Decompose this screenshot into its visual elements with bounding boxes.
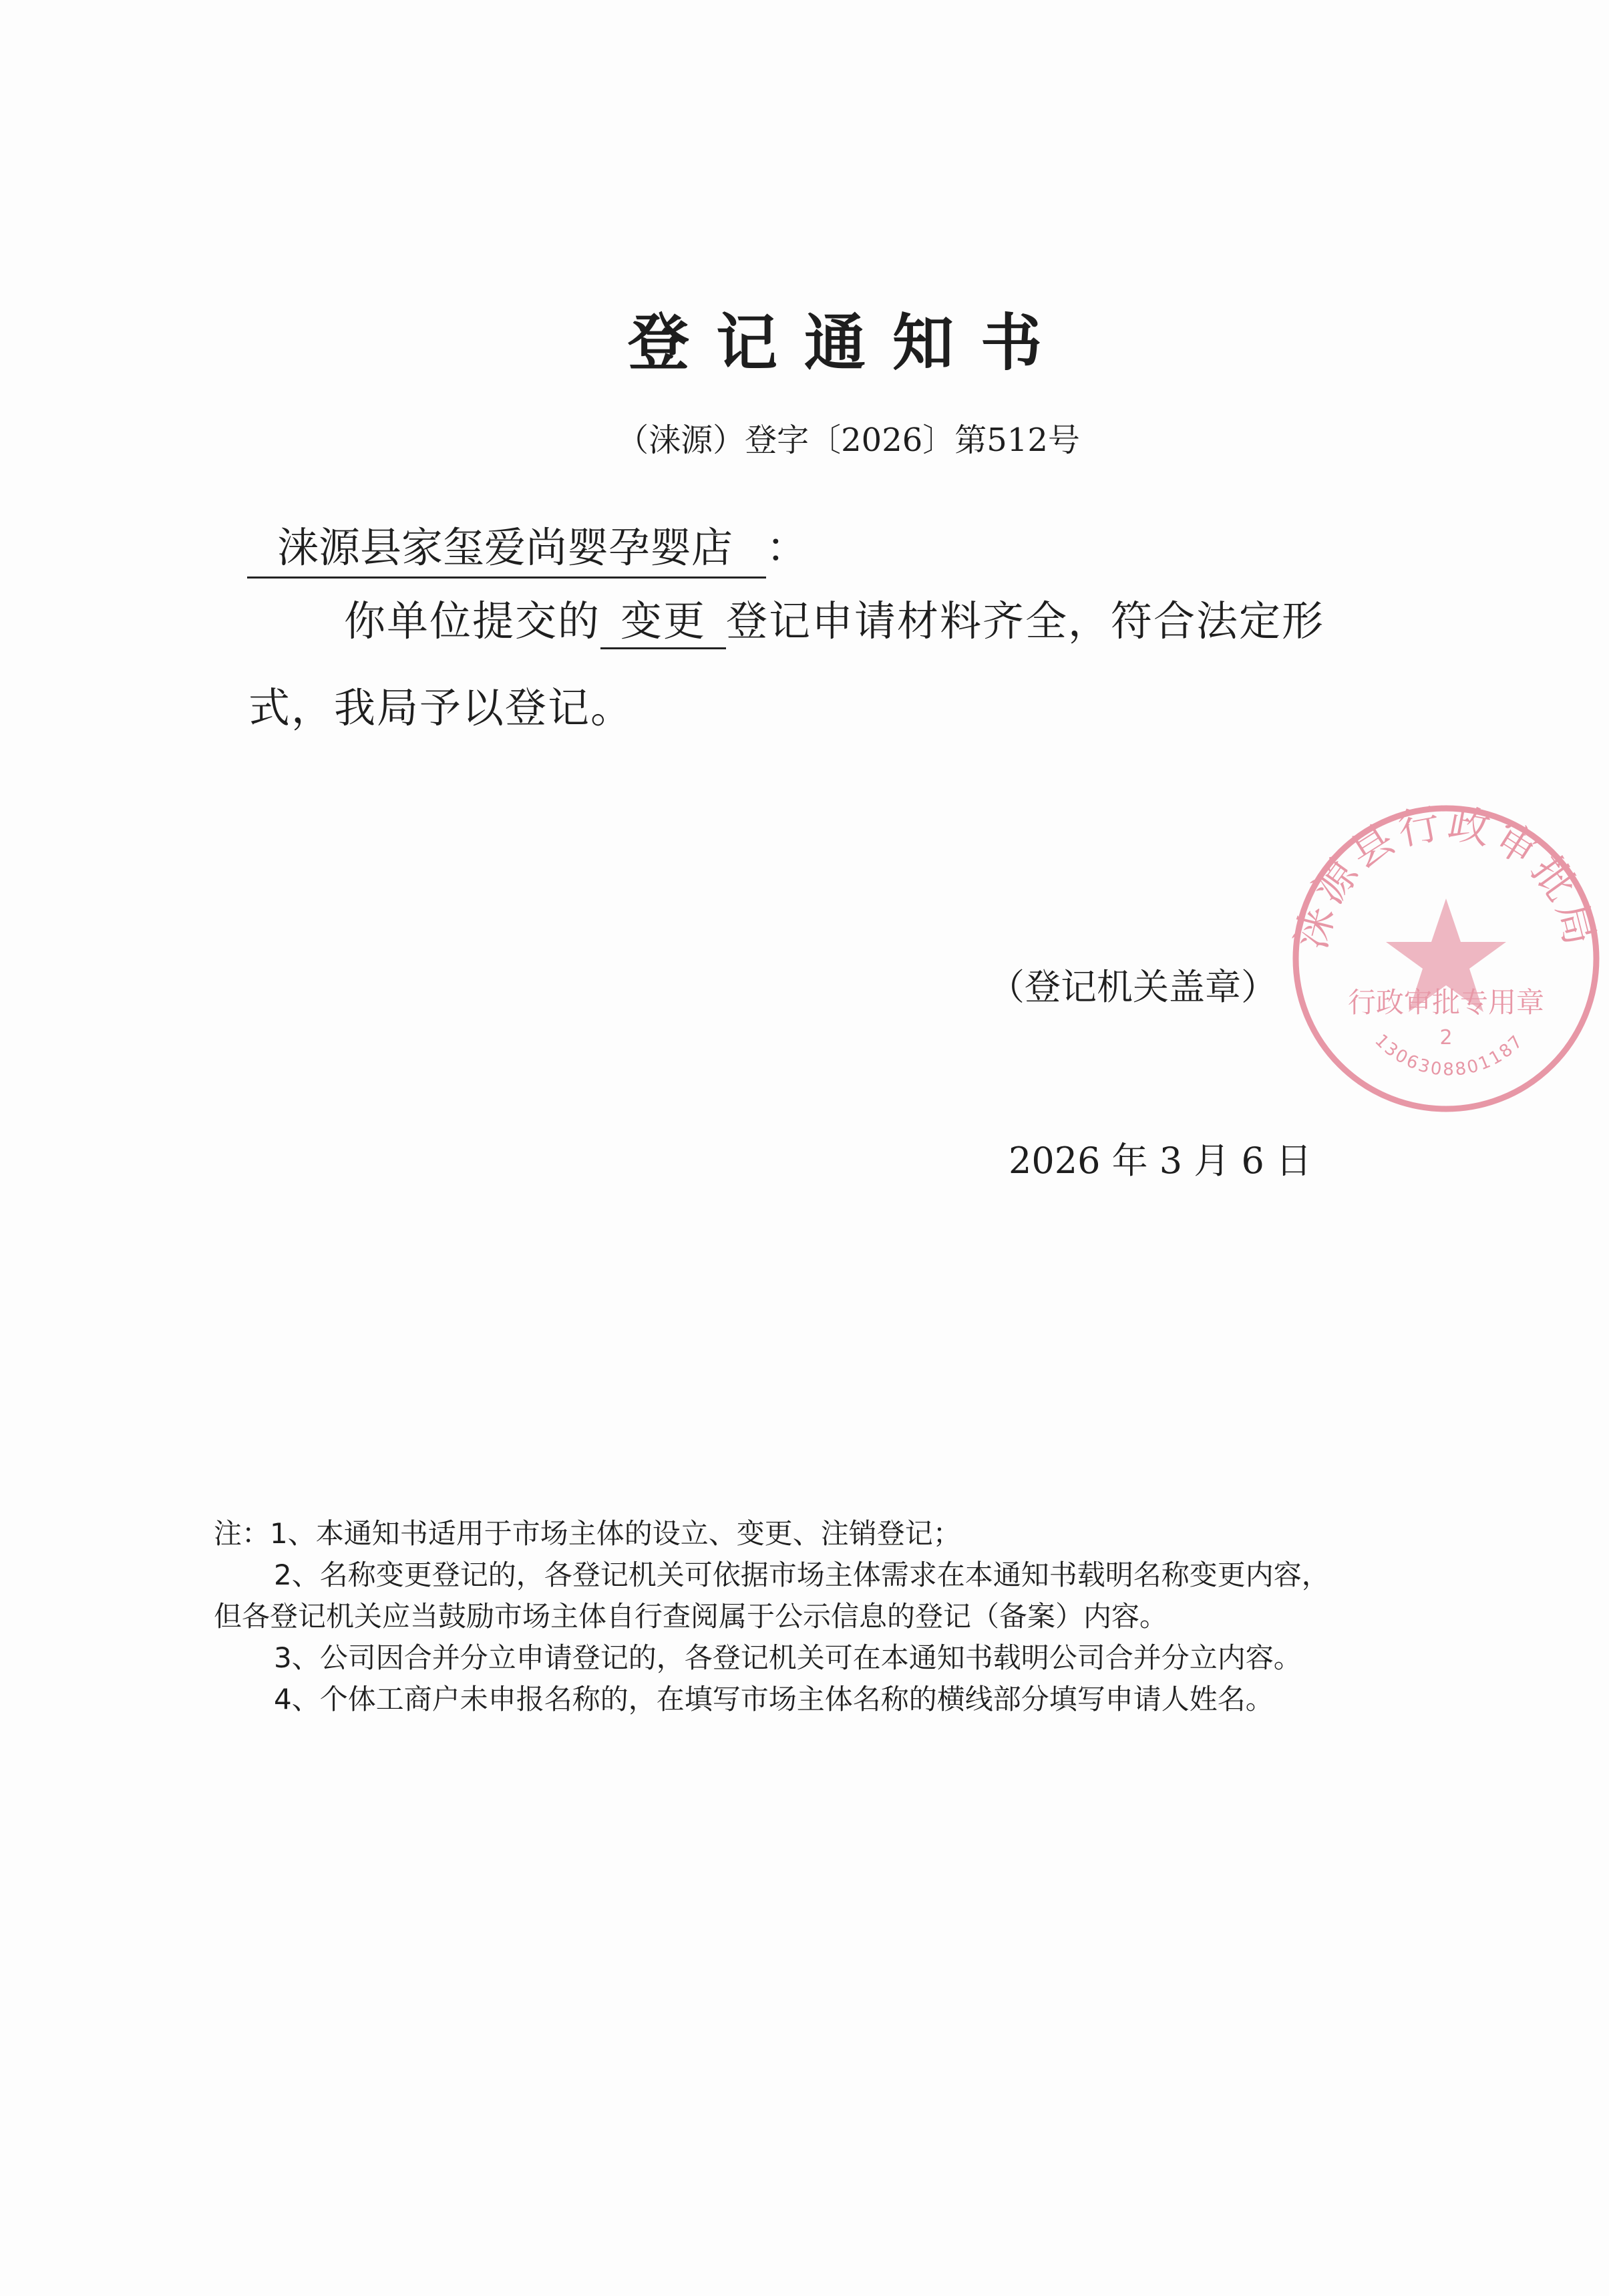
seal-inner-text: 行政审批专用章 <box>1347 986 1545 1019</box>
body-line-1 <box>344 588 1324 649</box>
recipient-line <box>247 514 808 579</box>
note-4: 4、个体工商户未申报名称的，在填写市场主体名称的横线部分填写申请人姓名。 <box>274 1683 1274 1715</box>
official-seal-stamp <box>1286 798 1606 1119</box>
note-2: 2、名称变更登记的，各登记机关可依据市场主体需求在本通知书载明名称变更内容， <box>274 1559 1330 1591</box>
document-number: （涞源）登字〔2026〕第512号 <box>616 422 1080 459</box>
body-line-2: 式，我局予以登记。 <box>248 683 634 732</box>
body-suffix: 登记申请材料齐全，符合法定形 <box>726 597 1325 645</box>
note-1: 注：1、本通知书适用于市场主体的设立、变更、注销登记； <box>214 1517 961 1550</box>
recipient-name: 涞源县家玺爱尚婴孕婴店 <box>247 514 766 579</box>
note-2-continued: 但各登记机关应当鼓励市场主体自行查阅属于公示信息的登记（备案）内容。 <box>214 1600 1168 1633</box>
note-3: 3、公司因合并分立申请登记的，各登记机关可在本通知书载明公司合并分立内容。 <box>274 1641 1302 1674</box>
body-prefix: 你单位提交的 <box>344 597 601 645</box>
issue-date: 2026 年 3 月 6 日 <box>1009 1140 1312 1182</box>
seal-label: （登记机关盖章） <box>989 966 1277 1008</box>
notes-section <box>214 1513 1330 1720</box>
seal-code: 1306308801187 <box>1371 1030 1528 1080</box>
registration-type: 变更 <box>600 588 726 649</box>
seal-outer-text: 涞源县行政审批局 <box>1286 798 1606 954</box>
recipient-colon: ： <box>766 523 808 572</box>
seal-number: 2 <box>1439 1026 1453 1049</box>
document-title: 登记通知书 <box>627 307 1069 379</box>
